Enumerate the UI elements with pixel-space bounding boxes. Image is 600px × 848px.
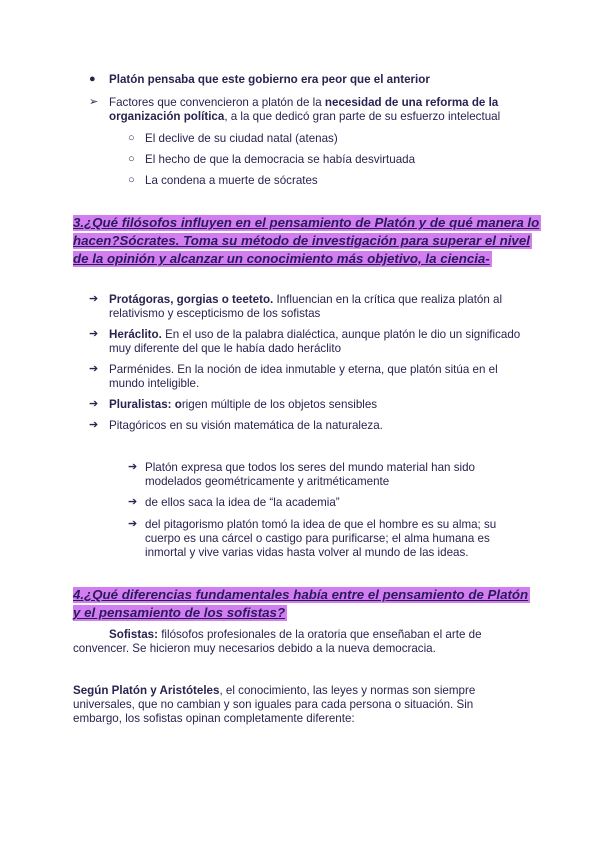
- pitagoricos-line: Pitagóricos en su visión matemática de la naturaleza.: [109, 419, 383, 432]
- arrow-bullet: ➔: [128, 496, 138, 508]
- segun-line-3: embargo, los sofistas opinan completamente diferente:: [73, 712, 355, 725]
- circle-bullet: ○: [128, 153, 135, 165]
- arrow-bullet: ➔: [128, 518, 138, 530]
- circle-bullet: ○: [128, 132, 135, 144]
- sofistas-line-2: convencer. Se hicieron muy necesarios debido a la nueva democracia.: [73, 642, 436, 655]
- pluralistas-text: rigen múltiple de los objetos sensibles: [181, 398, 378, 411]
- sofistas-bold: Sofistas:: [109, 628, 158, 641]
- question-4-line-2: y el pensamiento de los sofistas?: [73, 605, 286, 620]
- arrow-bullet: ➔: [89, 419, 99, 431]
- platon-expresa-line-2: modelados geométricamente y aritméticamente: [145, 475, 390, 488]
- parmenides-line-2: mundo inteligible.: [109, 377, 200, 390]
- question-4-line-1: 4.¿Qué diferencias fundamentales había entre el pensamiento de Platón: [73, 587, 529, 602]
- protagoras-line-1: [109, 292, 502, 307]
- bullet-dot: ●: [89, 73, 96, 85]
- segun-bold: Según Platón y Aristóteles: [73, 684, 220, 697]
- circle-bullet: ○: [128, 174, 135, 186]
- bullet-platon-gobierno: Platón pensaba que este gobierno era peor que el anterior: [109, 73, 430, 86]
- question-3-line-3: de la opinión y alcanzar un conocimiento más objetivo, la ciencia-: [73, 251, 490, 266]
- protagoras-line-2: relativismo y escepticismo de los sofistas: [109, 307, 321, 320]
- factores-bold-2: organización política: [109, 110, 225, 123]
- arrow-bullet: ➔: [89, 293, 99, 305]
- segun-line-2: universales, que no cambian y son iguales para cada persona o situación. Sin: [73, 698, 474, 711]
- factores-bold: necesidad de una reforma de la: [324, 96, 499, 109]
- factores-text-2: , a la que dedicó gran parte de su esfuerzo intelectual: [224, 110, 501, 123]
- parmenides-line-1: Parménides. En la noción de idea inmutable y eterna, que platón sitúa en el: [109, 363, 498, 376]
- sub-item-declive: El declive de su ciudad natal (atenas): [145, 132, 338, 145]
- question-4-heading: [73, 586, 530, 622]
- question-3-line-1: 3.¿Qué filósofos influyen en el pensamiento de Platón y de qué manera lo: [73, 215, 540, 230]
- arrow-bullet: ➔: [89, 363, 99, 375]
- pitagorismo-line-3: inmortal y vive varias vidas hasta volver al mundo de las ideas.: [145, 546, 469, 559]
- factores-line-2: [109, 109, 500, 124]
- protagoras-text: Influencian en la crítica que realiza platón al: [273, 293, 503, 306]
- pitagorismo-line-2: cuerpo es una cárcel o castigo para purificarse; el alma humana es: [145, 532, 490, 545]
- sub-item-democracia: El hecho de que la democracia se había desvirtuada: [145, 153, 416, 166]
- pluralistas-bold: Pluralistas: o: [109, 398, 182, 411]
- factores-line-1: [109, 95, 498, 110]
- segun-line-1: [73, 683, 475, 698]
- pluralistas-line: [109, 397, 377, 412]
- sofistas-text: filósofos profesionales de la oratoria que enseñaban el arte de: [157, 628, 482, 641]
- heraclito-bold: Heráclito.: [109, 328, 162, 341]
- factores-text: Factores que convencieron a platón de la: [109, 96, 325, 109]
- pitagorismo-line-1: del pitagorismo platón tomó la idea de que el hombre es su alma; su: [145, 518, 497, 531]
- arrow-bullet: ➔: [128, 461, 138, 473]
- arrow-bullet: ➔: [89, 398, 99, 410]
- question-3-heading: [73, 214, 541, 268]
- arrow-bullet: ➔: [89, 328, 99, 340]
- sub-item-condena: La condena a muerte de sócrates: [145, 174, 318, 187]
- question-3-line-2: hacen?Sócrates. Toma su método de investigación para superar el nivel: [73, 233, 530, 248]
- arrowhead-bullet: ➢: [89, 96, 99, 108]
- sofistas-line-1: [109, 627, 482, 642]
- heraclito-text: En el uso de la palabra dialéctica, aunque platón le dio un significado: [161, 328, 521, 341]
- heraclito-line-2: muy diferente del que le había dado heráclito: [109, 342, 342, 355]
- heraclito-line-1: [109, 327, 520, 342]
- academia-line: de ellos saca la idea de “la academia”: [145, 496, 340, 509]
- segun-text: , el conocimiento, las leyes y normas son siempre: [219, 684, 476, 697]
- platon-expresa-line-1: Platón expresa que todos los seres del mundo material han sido: [145, 461, 475, 474]
- protagoras-bold: Protágoras, gorgias o teeteto.: [109, 293, 274, 306]
